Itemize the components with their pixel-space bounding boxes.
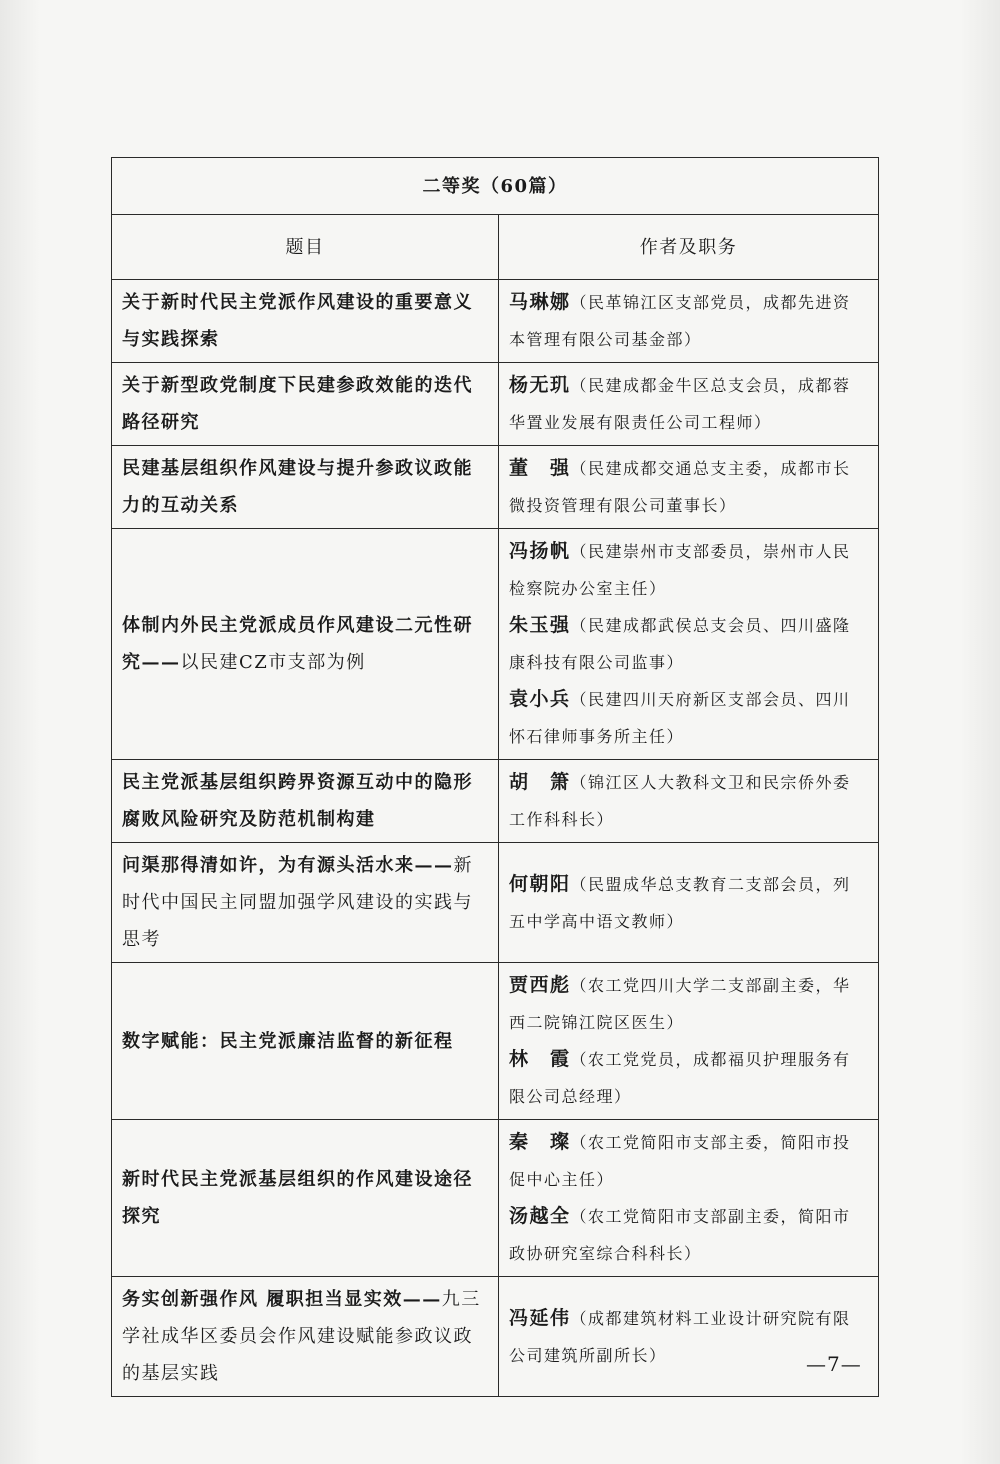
author-entry <box>509 367 868 441</box>
entry-title: 民主党派基层组织跨界资源互动中的隐形腐败风险研究及防范机制构建 <box>122 772 473 830</box>
table-row <box>112 363 879 446</box>
author-name: 杨无玑 <box>509 374 571 396</box>
author-name: 冯扬帆 <box>509 540 571 562</box>
entry-authors-cell <box>499 760 879 843</box>
entry-authors-cell <box>499 280 879 363</box>
table-row <box>112 446 879 529</box>
section-title-row <box>112 158 879 215</box>
entry-title: 关于新时代民主党派作风建设的重要意义与实践探索 <box>122 292 473 350</box>
author-name: 董 强 <box>509 457 571 479</box>
table-row <box>112 843 879 963</box>
entry-title-cell <box>112 963 499 1120</box>
author-name: 袁小兵 <box>509 688 571 710</box>
author-entry <box>509 866 868 940</box>
entry-title-cell <box>112 363 499 446</box>
author-position: （农工党简阳市支部副主委，简阳市政协研究室综合科科长） <box>509 1207 851 1263</box>
entry-subtitle: 新时代中国民主同盟加强学风建设的实践与思考 <box>122 855 473 950</box>
author-position: （成都建筑材料工业设计研究院有限公司建筑所副所长） <box>509 1308 851 1365</box>
column-header-row <box>112 215 879 280</box>
author-name: 林 霞 <box>509 1048 571 1070</box>
author-entry <box>509 967 868 1041</box>
entry-title: 关于新型政党制度下民建参政效能的迭代路径研究 <box>122 375 473 433</box>
author-entry <box>509 1198 868 1272</box>
entry-authors-cell <box>499 1120 879 1277</box>
author-position: （民建崇州市支部委员，崇州市人民检察院办公室主任） <box>509 542 851 598</box>
page-number: —7— <box>806 1352 862 1376</box>
author-entry <box>509 533 868 607</box>
entry-title-cell <box>112 1277 499 1397</box>
entry-title-cell <box>112 843 499 963</box>
header-title: 题目 <box>112 215 499 280</box>
entry-title: 数字赋能：民主党派廉洁监督的新征程 <box>122 1030 454 1052</box>
awards-table <box>111 157 879 1397</box>
author-position: （民建成都交通总支主委，成都市长微投资管理有限公司董事长） <box>509 459 851 515</box>
author-entry <box>509 1041 868 1115</box>
table-row <box>112 760 879 843</box>
author-name: 贾西彪 <box>509 974 571 996</box>
author-position: （农工党四川大学二支部副主委，华西二院锦江院区医生） <box>509 976 851 1032</box>
author-position: （民建成都武侯总支会员、四川盛隆康科技有限公司监事） <box>509 616 851 672</box>
author-entry <box>509 450 868 524</box>
entry-authors-cell <box>499 363 879 446</box>
author-entry <box>509 607 868 681</box>
entry-title: 务实创新强作风 履职担当显实效—— <box>122 1289 442 1310</box>
section-title: 二等奖（60篇） <box>112 158 879 215</box>
header-authors: 作者及职务 <box>499 215 879 280</box>
author-position: （民建四川天府新区支部会员、四川怀石律师事务所主任） <box>509 690 851 746</box>
entry-title-cell <box>112 760 499 843</box>
entry-authors-cell <box>499 843 879 963</box>
author-name: 胡 箫 <box>509 771 571 793</box>
entry-title: 民建基层组织作风建设与提升参政议政能力的互动关系 <box>122 458 473 516</box>
entry-authors-cell <box>499 1277 879 1397</box>
table-row <box>112 280 879 363</box>
author-position: （农工党简阳市支部主委，简阳市投促中心主任） <box>509 1133 851 1189</box>
entry-subtitle: 九三学社成华区委员会作风建设赋能参政议政的基层实践 <box>122 1289 481 1384</box>
entry-authors-cell <box>499 963 879 1120</box>
author-entry <box>509 1124 868 1198</box>
author-name: 朱玉强 <box>509 614 571 636</box>
entry-authors-cell <box>499 529 879 760</box>
author-name: 汤越全 <box>509 1205 571 1227</box>
author-name: 秦 璨 <box>509 1131 571 1153</box>
table-row <box>112 963 879 1120</box>
entry-title-cell <box>112 280 499 363</box>
author-entry <box>509 764 868 838</box>
author-name: 马琳娜 <box>509 291 571 313</box>
entry-title: 体制内外民主党派成员作风建设二元性研究—— <box>122 615 473 673</box>
entry-title: 新时代民主党派基层组织的作风建设途径探究 <box>122 1169 473 1227</box>
entry-subtitle: 以民建CZ市支部为例 <box>180 652 366 673</box>
entry-title-cell <box>112 446 499 529</box>
author-position: （民建成都金牛区总支会员，成都蓉华置业发展有限责任公司工程师） <box>509 376 851 432</box>
author-name: 冯延伟 <box>509 1306 571 1329</box>
table-row <box>112 1120 879 1277</box>
author-entry <box>509 681 868 755</box>
entry-title-cell <box>112 529 499 760</box>
entry-title: 问渠那得清如许，为有源头活水来—— <box>122 855 454 876</box>
author-position: （民盟成华总支教育二支部会员，列五中学高中语文教师） <box>509 874 851 931</box>
author-position: （农工党党员，成都福贝护理服务有限公司总经理） <box>509 1050 851 1106</box>
table-row <box>112 529 879 760</box>
table-row <box>112 1277 879 1397</box>
author-position: （民革锦江区支部党员，成都先进资本管理有限公司基金部） <box>509 293 851 349</box>
entry-authors-cell <box>499 446 879 529</box>
author-entry <box>509 284 868 358</box>
author-name: 何朝阳 <box>509 872 571 895</box>
author-position: （锦江区人大教科文卫和民宗侨外委工作科科长） <box>509 773 851 829</box>
entry-title-cell <box>112 1120 499 1277</box>
